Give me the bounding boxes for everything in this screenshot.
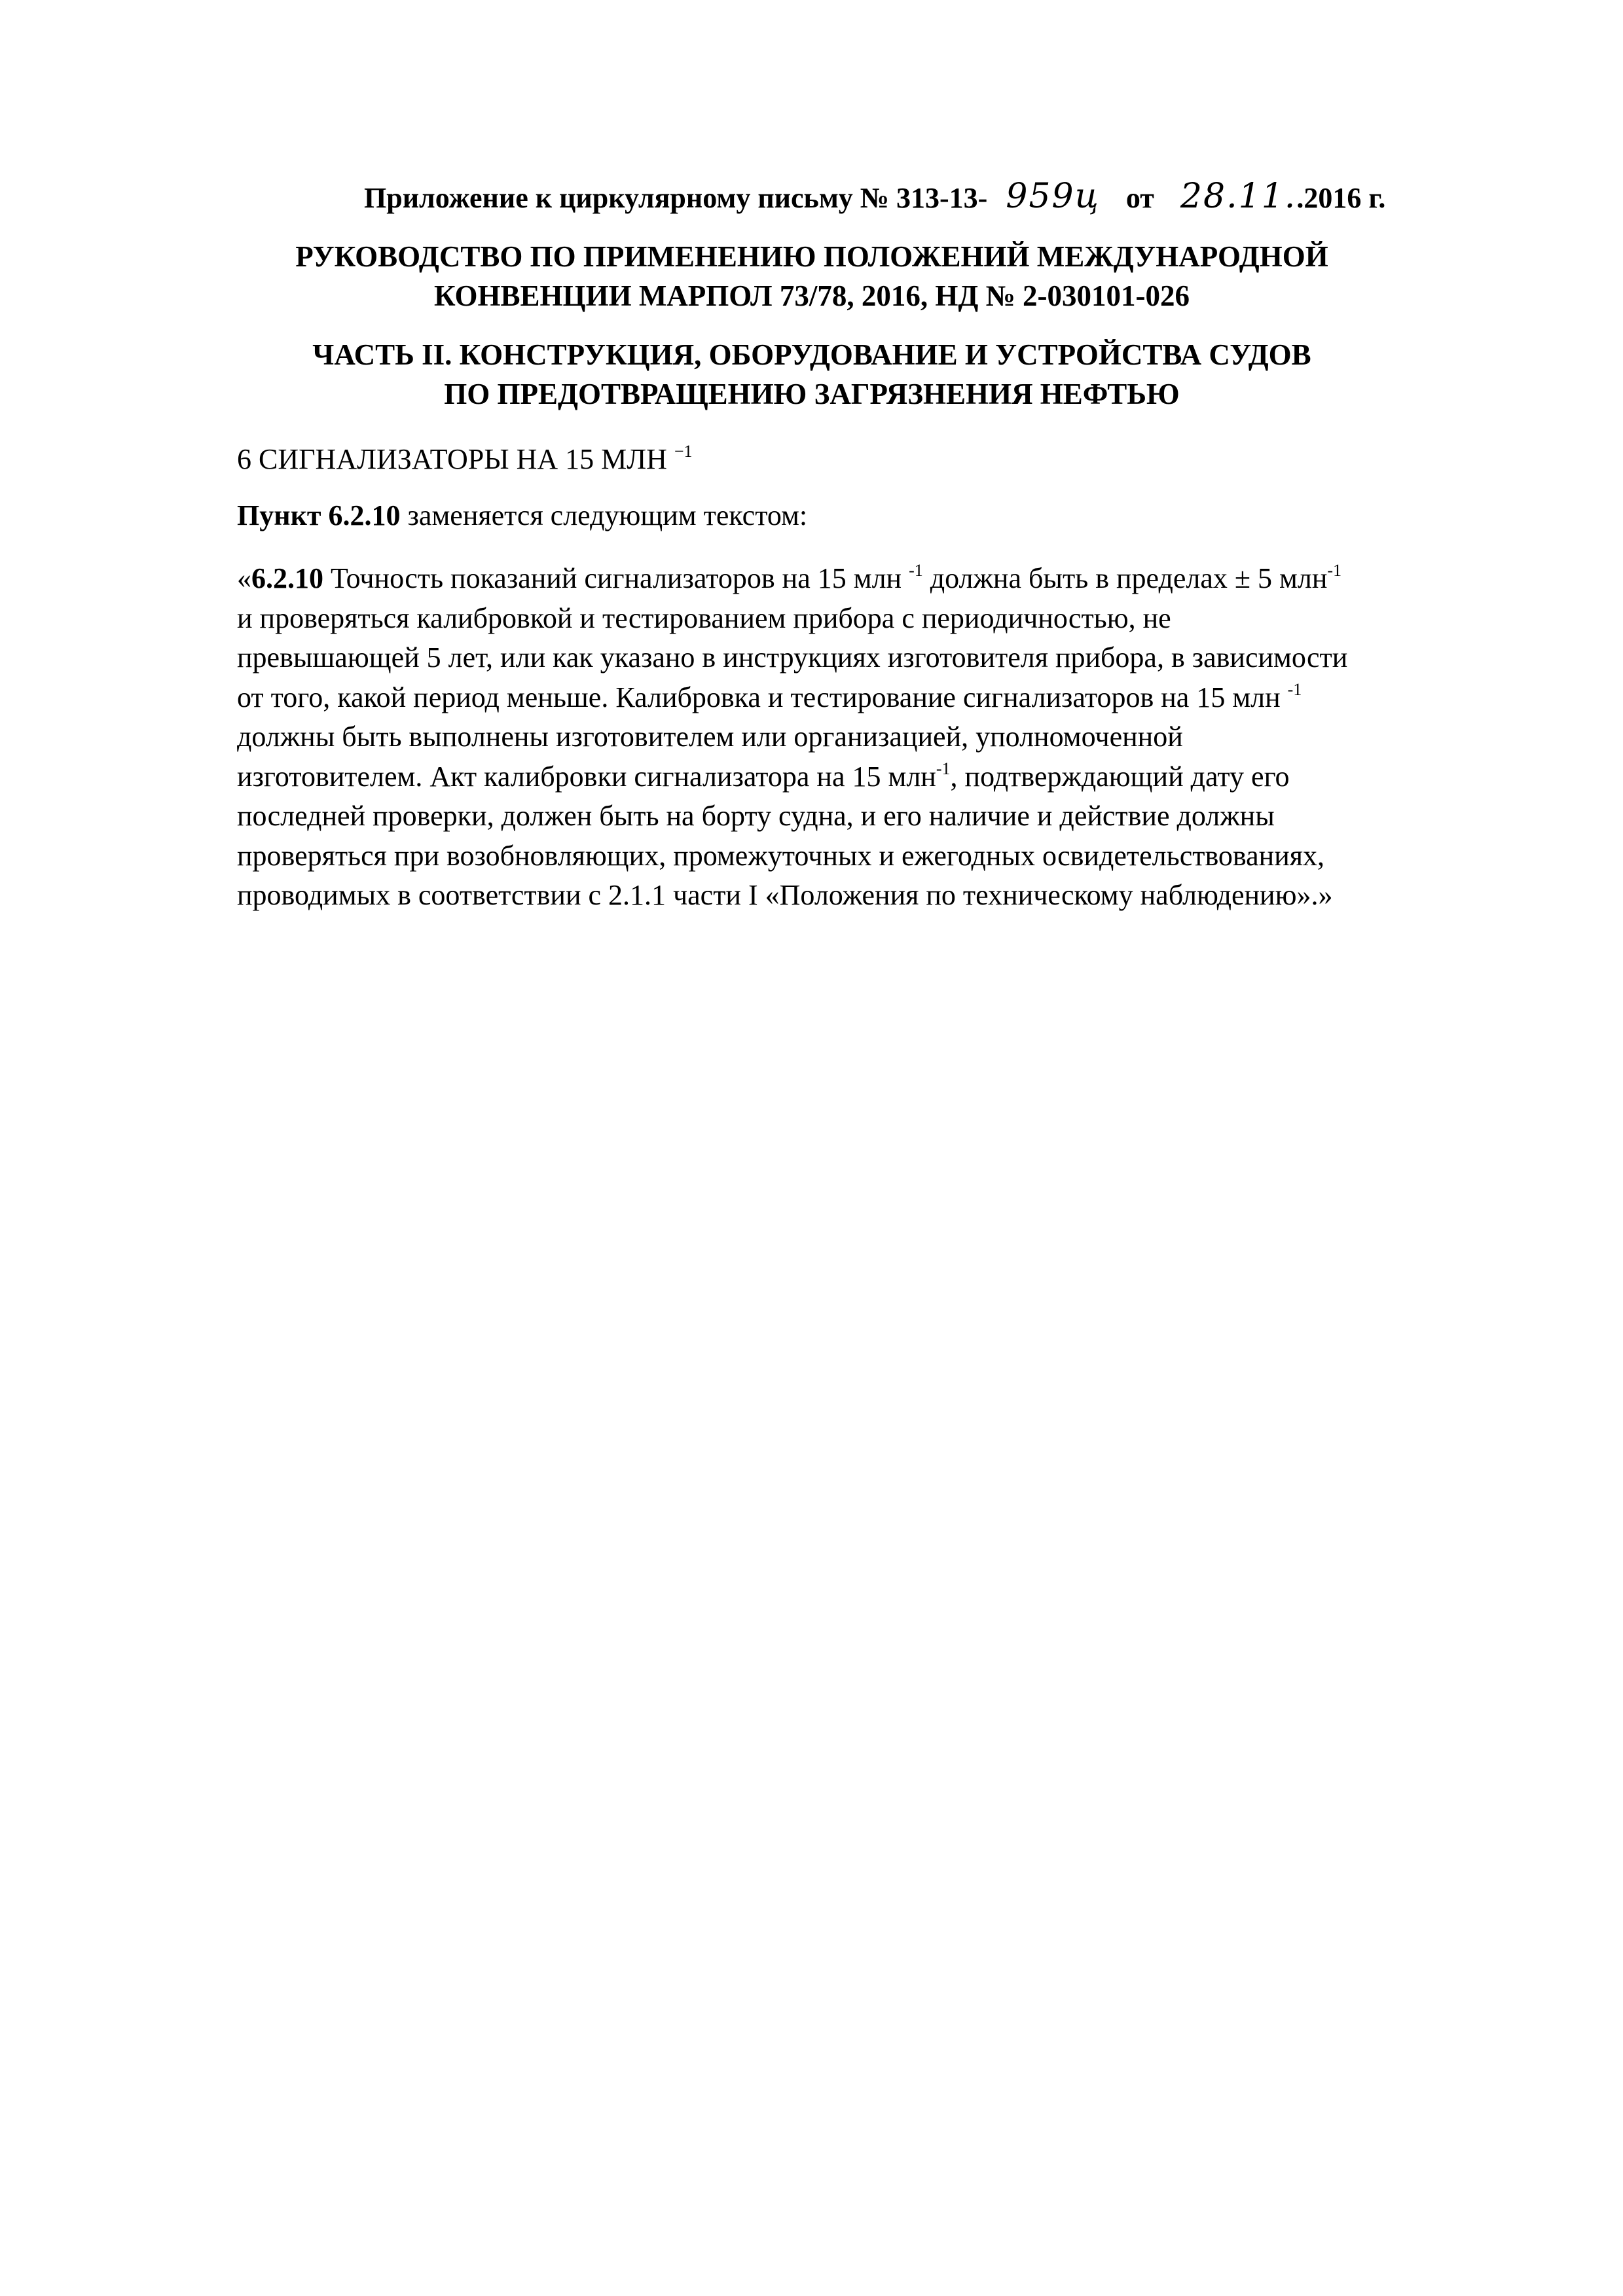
part-title-line-2: ПО ПРЕДОТВРАЩЕНИЮ ЗАГРЯЗНЕНИЯ НЕФТЬЮ (444, 378, 1180, 410)
paragraph-line-1-text-a: Точность показаний сигнализаторов на 15 млн (323, 562, 909, 594)
superscript-minus-one: -1 (1327, 561, 1342, 580)
part-title (196, 335, 1427, 414)
from-word: от (1125, 182, 1154, 214)
title-line-1: РУКОВОДСТВО ПО ПРИМЕНЕНИЮ ПОЛОЖЕНИЙ МЕЖДУНАРОДНОЙ (295, 240, 1328, 273)
paragraph-line-4-text: от того, какой период меньше. Калибровка и тестирование сигнализаторов на 15 млн (237, 681, 1288, 713)
amendment-item-reference: Пункт 6.2.10 (237, 499, 401, 531)
paragraph-line-6-text-b: , подтверждающий дату его (950, 760, 1290, 793)
opening-quote: « (237, 562, 251, 594)
paragraph-line-1-text-b: должна быть в пределах ± 5 млн (922, 562, 1328, 594)
paragraph-line-4 (237, 678, 1520, 718)
paragraph-line-3: превышающей 5 лет, или как указано в инструкциях изготовителя прибора, в зависимости (237, 641, 1348, 673)
handwritten-letter-number: 959ц (1006, 177, 1100, 216)
paragraph-line-6-text-a: изготовителем. Акт калибровки сигнализатора на 15 млн (237, 760, 936, 793)
paragraph-line-5: должны быть выполнены изготовителем или организацией, уполномоченной (237, 721, 1183, 753)
section-heading (237, 433, 693, 478)
document-title (196, 237, 1427, 315)
paragraph-line-9: проводимых в соответствии с 2.1.1 части I «Положения по техническому наблюдению».» (237, 879, 1333, 911)
appendix-reference-line (364, 178, 1516, 217)
paragraph-number: 6.2.10 (251, 562, 323, 594)
amendment-intro (237, 497, 807, 534)
amendment-paragraph (237, 559, 1520, 916)
paragraph-line-2: и проверяться калибровкой и тестированием прибора с периодичностью, не (237, 601, 1171, 634)
year-suffix: .2016 г. (1296, 182, 1386, 214)
superscript-minus-one: -1 (909, 561, 923, 580)
superscript-minus-one: -1 (936, 759, 951, 778)
paragraph-line-6 (237, 757, 1520, 797)
title-line-2: КОНВЕНЦИИ МАРПОЛ 73/78, 2016, НД № 2-030101-026 (434, 279, 1190, 312)
paragraph-line-8: проверяться при возобновляющих, промежуточных и ежегодных освидетельствованиях, (237, 839, 1324, 872)
amendment-intro-text: заменяется следующим текстом: (400, 499, 808, 531)
appendix-prefix: Приложение к циркулярному письму № 313-13- (364, 182, 988, 214)
handwritten-letter-date: 28.11. (1180, 177, 1297, 216)
paragraph-line-1 (237, 559, 1520, 599)
part-title-line-1: ЧАСТЬ II. КОНСТРУКЦИЯ, ОБОРУДОВАНИЕ И УСТРОЙСТВА СУДОВ (312, 338, 1311, 371)
paragraph-line-7: последней проверки, должен быть на борту судна, и его наличие и действие должны (237, 800, 1275, 832)
section-heading-text: 6 СИГНАЛИЗАТОРЫ НА 15 МЛН (237, 443, 667, 475)
superscript-minus-one: -1 (1287, 679, 1302, 699)
section-heading-superscript: −1 (674, 442, 693, 461)
